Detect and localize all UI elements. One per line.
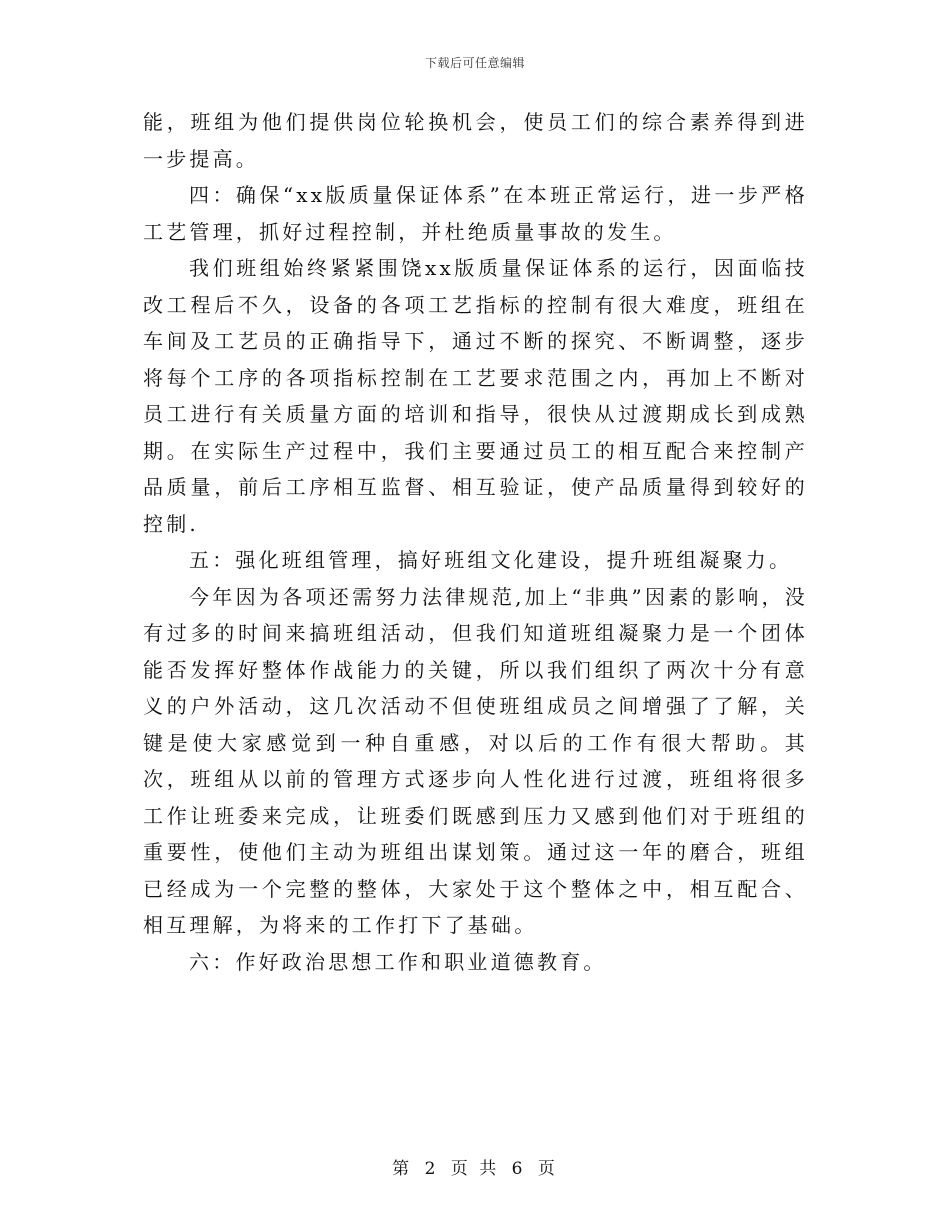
footer-middle: 页 共 bbox=[450, 1159, 500, 1179]
current-page-number: 2 bbox=[424, 1159, 439, 1179]
section-heading-six: 六：作好政治思想工作和职业道德教育。 bbox=[189, 949, 607, 974]
paragraph-quality-system: 我们班组始终紧紧围饶xx版质量保证体系的运行，因面临技改工程后不久，设备的各项工艺指标的控制有很大难度，班组在车间及工艺员的正确指导下，通过不断的探究、不断调整，逐步将每个工序的各项指标控制在工艺要求范围之内，再加上不断对员工进行有关质量方面的培训和指导，很快从过渡期成长到成熟期。在实际生产过程中，我们主要通过员工的相互配合来控制产品质量，前后工序相互监督、相互验证，使产品质量得到较好的控制. bbox=[143, 256, 808, 536]
paragraph-team-culture: 今年因为各项还需努力法律规范,加上“非典”因素的影响，没有过多的时间来搞班组活动，但我们知道班组凝聚力是一个团体能否发挥好整体作战能力的关键，所以我们组织了两次十分有意义的户外活动，这几次活动不但使班组成员之间增强了了解，关键是使大家感觉到一种自重感，对以后的工作有很大帮助。其次，班组从以前的管理方式逐步向人性化进行过渡，班组将很多工作让班委来完成，让班委们既感到压力又感到他们对于班组的重要性，使他们主动为班组出谋划策。通过这一年的磨合，班组已经成为一个完整的整体，大家处于这个整体之中，相互配合、相互理解，为将来的工作打下了基础。 bbox=[143, 584, 808, 937]
document-body bbox=[143, 104, 808, 980]
section-heading-four: 四：确保“xx版质量保证体系”在本班正常运行，进一步严格工艺管理，抓好过程控制，并杜绝质量事故的发生。 bbox=[143, 183, 808, 244]
page-footer bbox=[0, 1154, 950, 1179]
section-heading-five: 五：强化班组管理，搞好班组文化建设，提升班组凝聚力。 bbox=[189, 548, 793, 572]
footer-suffix: 页 bbox=[537, 1159, 558, 1179]
footer-prefix: 第 bbox=[392, 1159, 413, 1179]
page-header: 下载后可任意编辑 bbox=[424, 56, 525, 70]
paragraph-continuation: 能，班组为他们提供岗位轮换机会，使员工们的综合素养得到进一步提高。 bbox=[143, 110, 808, 171]
total-page-count: 6 bbox=[511, 1159, 526, 1179]
